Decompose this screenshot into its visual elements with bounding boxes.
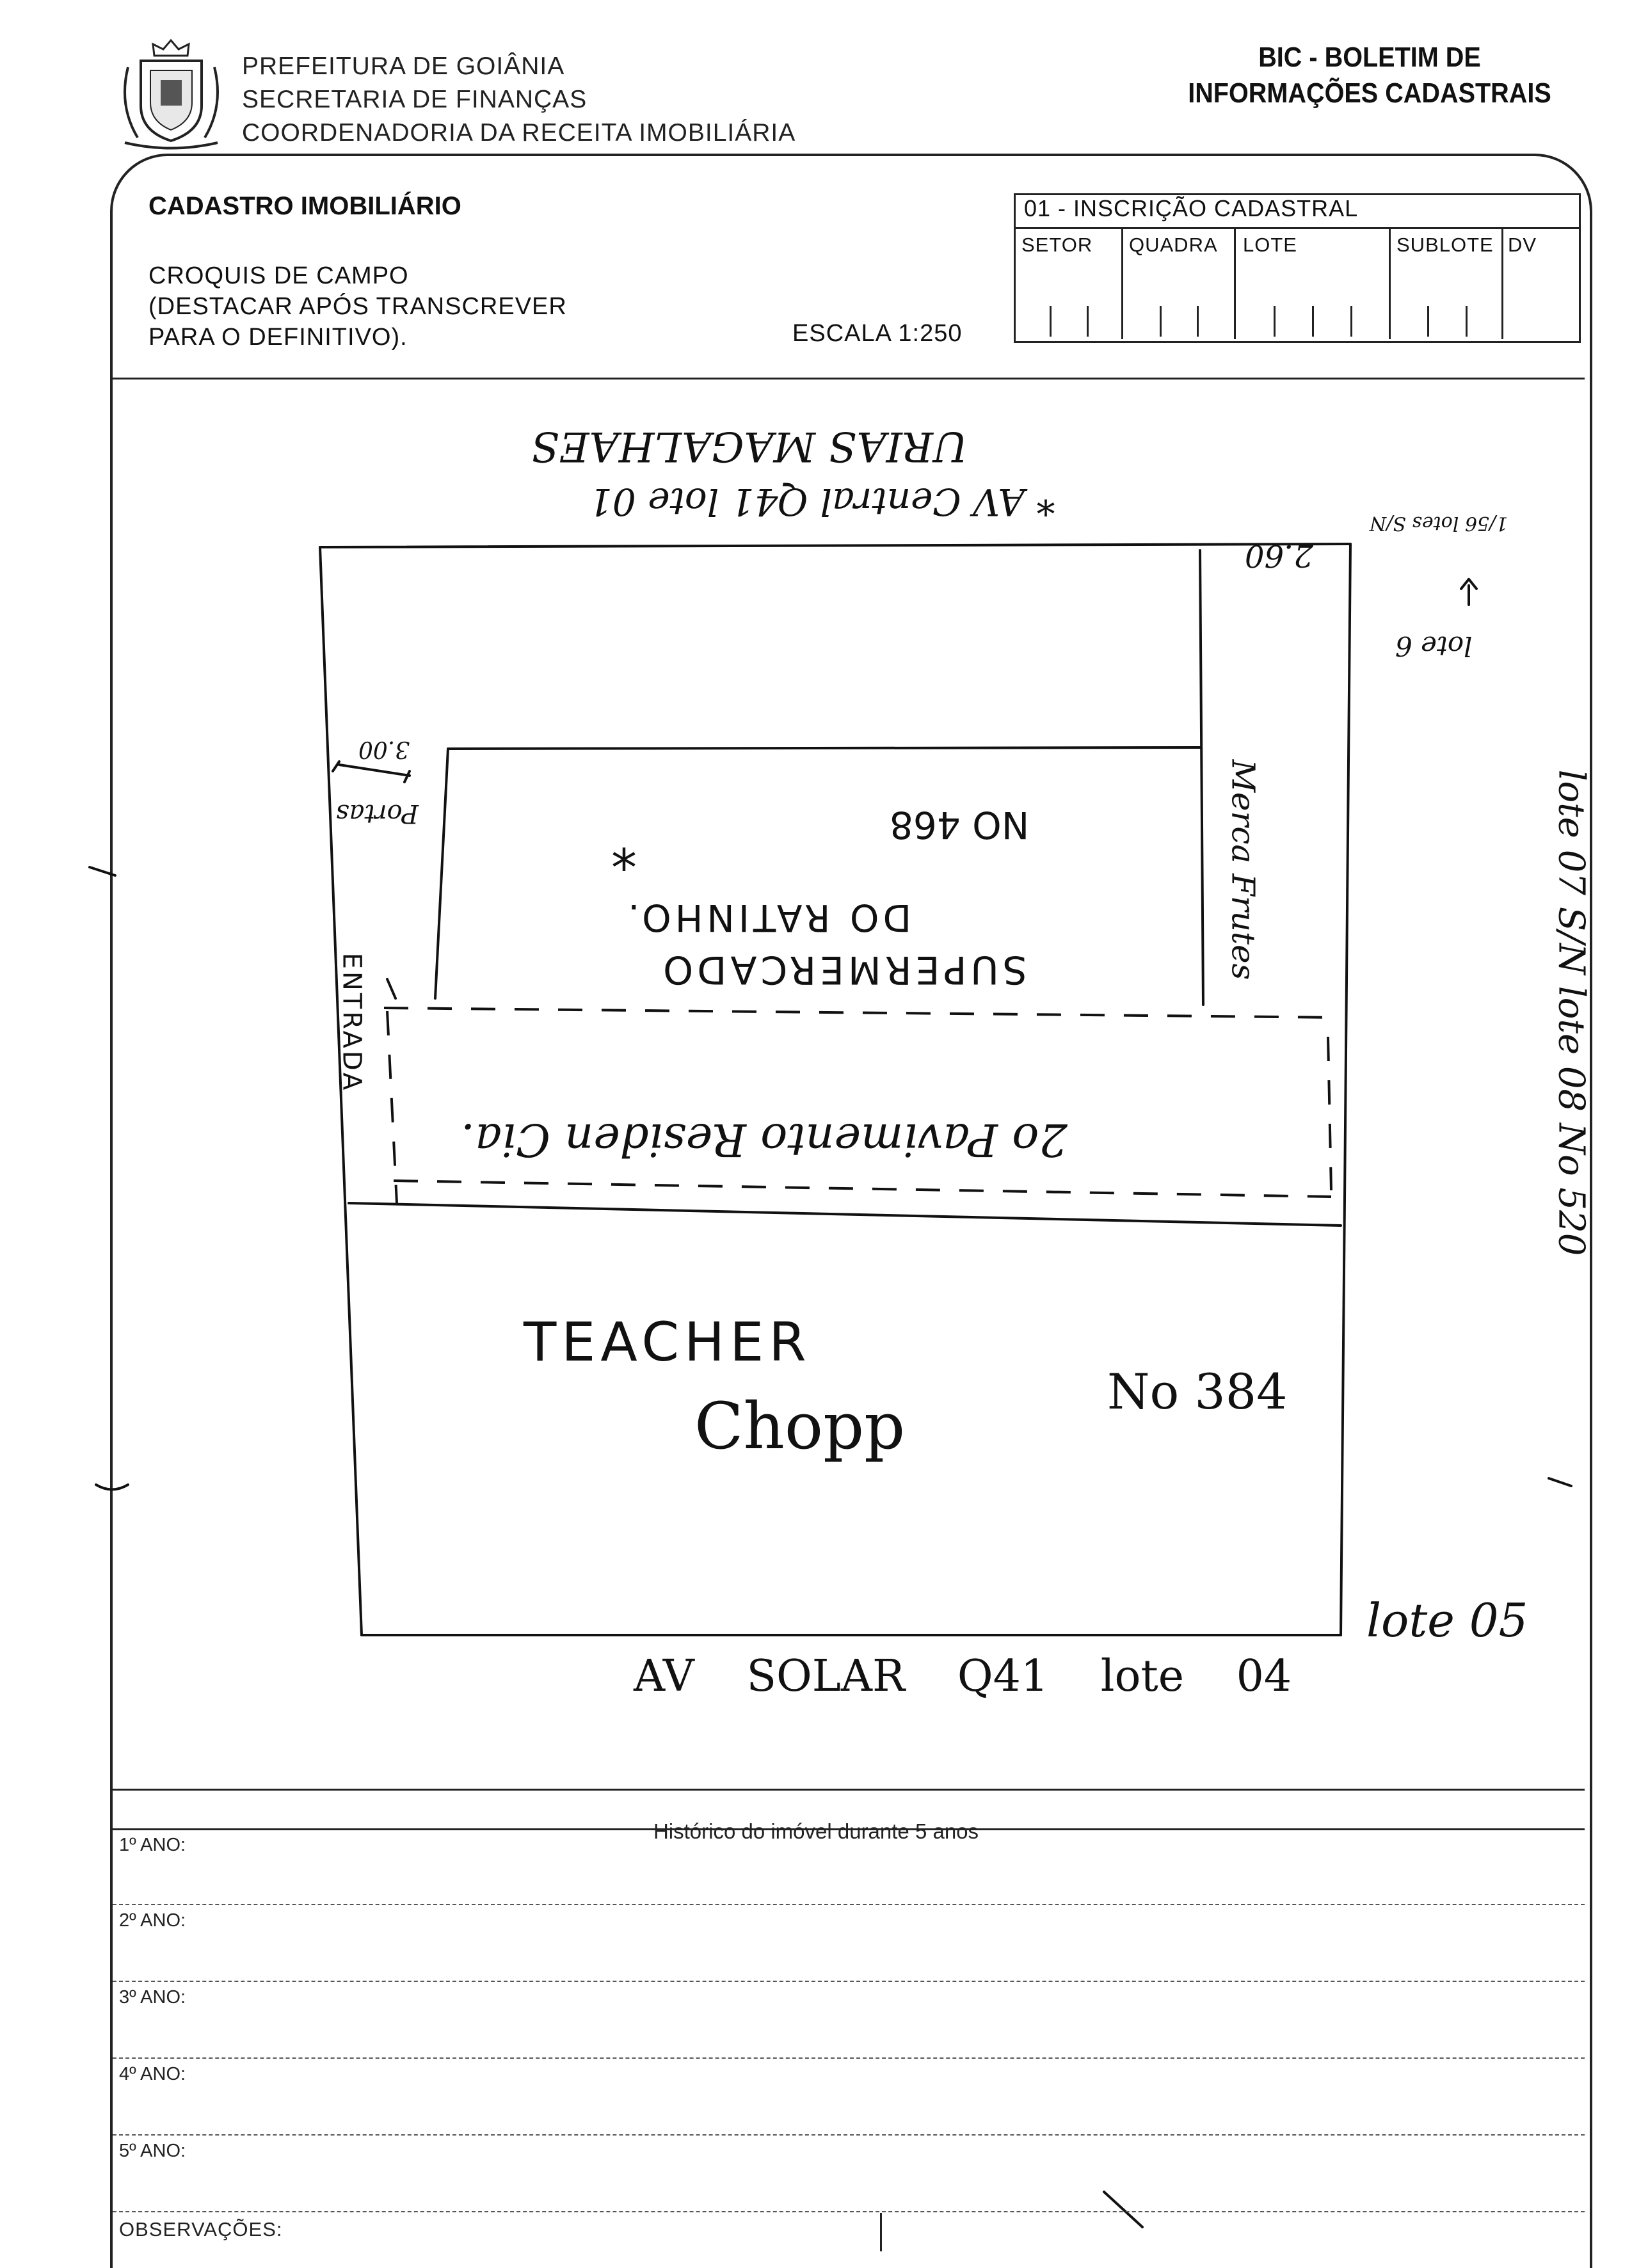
right-lots-label: lote 07 S/N lote 08 No 520 [1550,769,1592,1256]
dimension-top: 2.60 [1245,538,1313,573]
inscricao-col-divider [1501,227,1503,339]
column-quadra: QUADRA [1129,234,1218,256]
city-coat-of-arms-logo [112,35,230,150]
year-2-label: 2º ANO: [119,1910,186,1931]
chopp-label: Chopp [694,1389,906,1464]
agency-line-coordenadoria: COORDENADORIA DA RECEITA IMOBILIÁRIA [242,119,796,147]
top-street-name: URIAS MAGALHAES [531,422,968,470]
row-divider [113,2134,1585,2136]
digit-tick [1160,306,1162,337]
agency-line-secretaria: SECRETARIA DE FINANÇAS [242,86,588,113]
store-name-line-2: DO RATINHO. [624,896,912,939]
lot-5-label: lote 05 [1366,1593,1528,1647]
form-frame [110,154,1592,2268]
digit-tick [1087,306,1089,337]
history-top-border [113,1789,1585,1791]
form-title-line-2: INFORMAÇÕES CADASTRAIS [1188,77,1551,109]
digit-tick [1312,306,1314,337]
form-title [1168,40,1571,111]
inscricao-col-divider [1121,227,1123,339]
teacher-label: TEACHER [524,1311,812,1373]
entrance-label: ENTRADA [337,952,367,1093]
digit-tick [1050,306,1052,337]
column-setor: SETOR [1021,234,1093,256]
dimension-left: 3.00 [358,736,410,762]
number-384-label: No 384 [1107,1363,1288,1420]
inscricao-title: 01 - INSCRIÇÃO CADASTRAL [1024,195,1359,221]
observations-label: OBSERVAÇÕES: [119,2218,283,2240]
inscricao-col-divider [1389,227,1391,339]
digit-tick [1274,306,1276,337]
agency-line-prefeitura: PREFEITURA DE GOIÂNIA [242,52,565,80]
column-sublote: SUBLOTE [1396,234,1494,256]
doors-label: Portas [336,799,419,828]
lot-6-label: lote 6 [1395,630,1473,662]
second-floor-label: 2o Pavimento Residen Cia. [461,1114,1068,1166]
observations-divider [880,2213,882,2251]
inscricao-header-divider [1014,227,1579,229]
merca-frutes-label: Merca Frutes [1224,759,1262,980]
year-4-label: 4º ANO: [119,2064,186,2084]
section-title: CADASTRO IMOBILIÁRIO [148,192,461,220]
top-street-reference: * AV Central Q41 lote 01 [589,480,1055,523]
digit-tick [1427,306,1429,337]
inscricao-col-divider [1234,227,1236,339]
scale-label: ESCALA 1:250 [792,320,963,347]
year-5-label: 5º ANO: [119,2141,186,2161]
column-dv: DV [1508,234,1537,256]
form-title-line-1: BIC - BOLETIM DE [1258,42,1481,73]
row-divider [113,2211,1585,2212]
digit-tick [1350,306,1352,337]
bottom-street-name: AV SOLAR Q41 lote 04 [634,1651,1292,1702]
row-divider [113,1904,1585,1905]
year-3-label: 3º ANO: [119,1987,186,2008]
year-1-label: 1º ANO: [119,1835,186,1855]
store-asterisk: * [611,838,637,898]
lot-ref-top-right: 1/56 lotes S/N [1370,512,1508,534]
column-lote: LOTE [1243,234,1297,256]
croquis-line-1: CROQUIS DE CAMPO [148,262,409,289]
history-title: Histórico do imóvel durante 5 anos [653,1819,979,1843]
header-divider [113,378,1585,379]
store-number: NO 468 [890,803,1030,847]
row-divider [113,1981,1585,1982]
croquis-line-2: (DESTACAR APÓS TRANSCREVER [148,293,567,320]
croquis-line-3: PARA O DEFINITIVO). [148,324,408,351]
row-divider [113,2057,1585,2059]
digit-tick [1466,306,1468,337]
history-header-divider [113,1828,1585,1830]
store-name-line-1: SUPERMERCADO [659,947,1027,992]
digit-tick [1197,306,1199,337]
